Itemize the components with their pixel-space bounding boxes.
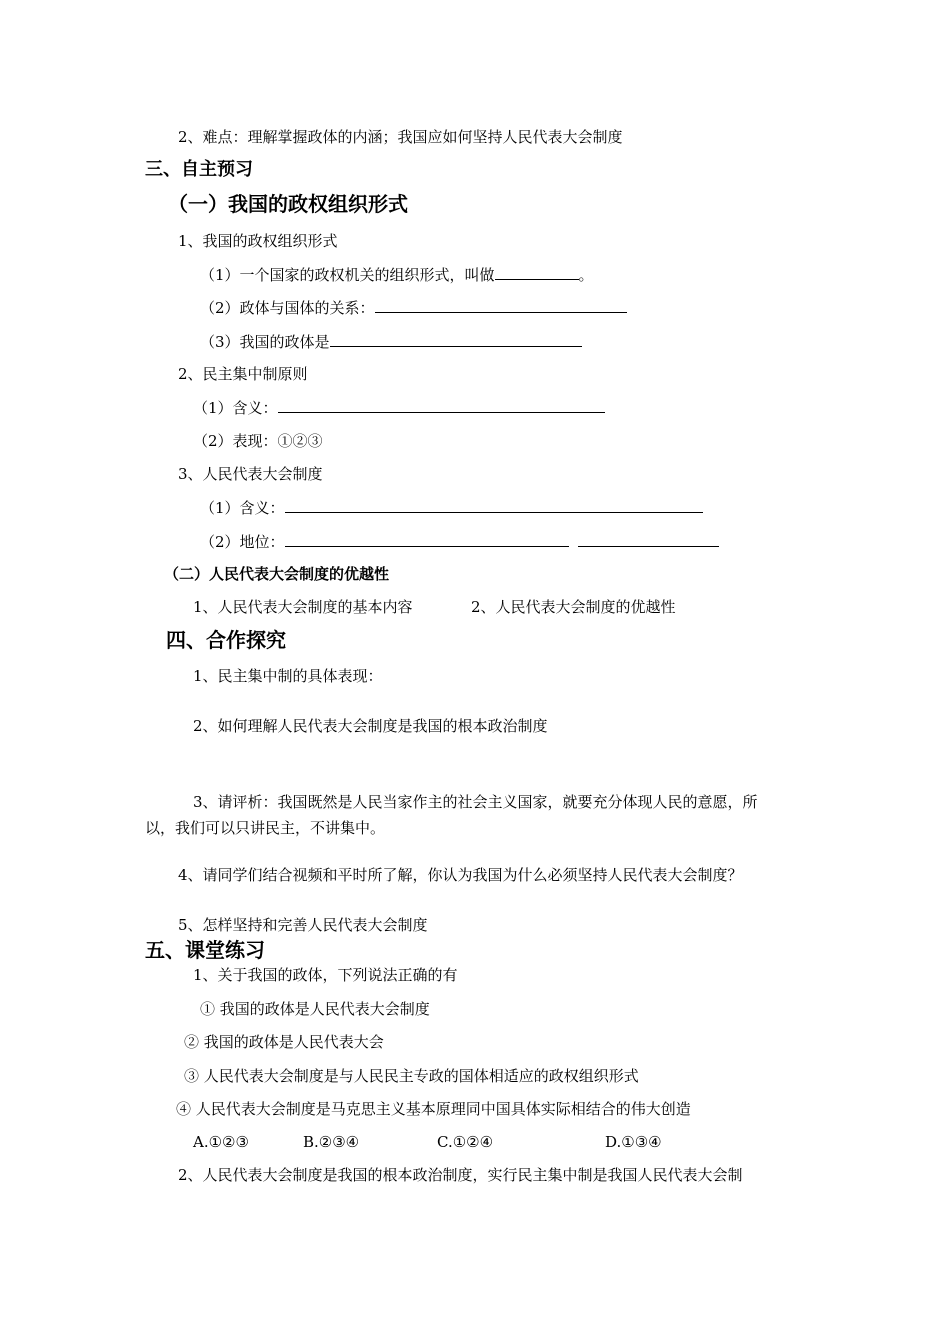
question-1-1 [200, 264, 594, 285]
question-2-1 [193, 397, 605, 418]
option-c: C.①②④ [437, 1133, 494, 1151]
question-3-2 [200, 531, 719, 552]
question-3-1-text: （1）含义： [200, 499, 285, 517]
section-4-title: 四、合作探究 [166, 628, 286, 652]
answer-blank[interactable] [375, 297, 627, 313]
item-1-title: 1、我国的政权组织形式 [178, 232, 338, 250]
question-1-1-text: （1）一个国家的政权机关的组织形式，叫做 [200, 266, 495, 284]
question-2-1-text: （1）含义： [193, 399, 278, 417]
section-3-title: 三、自主预习 [145, 159, 253, 180]
question-2-2: （2）表现：①②③ [193, 432, 323, 450]
explore-question-4: 4、请同学们结合视频和平时所了解，你认为我国为什么必须坚持人民代表大会制度？ [178, 866, 743, 884]
answer-blank[interactable] [578, 531, 719, 547]
difficulty-point: 2、难点：理解掌握政体的内涵；我国应如何坚持人民代表大会制度 [178, 128, 623, 146]
question-1-2 [200, 297, 627, 318]
question-1-3 [200, 331, 582, 352]
section-5-title: 五、课堂练习 [145, 938, 265, 962]
exercise-1-statement-2: ② 我国的政体是人民代表大会 [184, 1033, 384, 1051]
exercise-2-line-1: 2、人民代表大会制度是我国的根本政治制度，实行民主集中制是我国人民代表大会制 [178, 1166, 743, 1184]
explore-question-3-line-2: 以，我们可以只讲民主，不讲集中。 [145, 819, 386, 837]
question-1-1-end: 。 [578, 266, 594, 284]
exercise-1-stem: 1、关于我国的政体，下列说法正确的有 [193, 966, 458, 984]
explore-question-1: 1、民主集中制的具体表现： [193, 667, 383, 685]
advantage-item-2: 2、人民代表大会制度的优越性 [471, 598, 676, 616]
answer-blank[interactable] [285, 531, 569, 547]
advantage-item-1: 1、人民代表大会制度的基本内容 [193, 598, 413, 616]
explore-question-2: 2、如何理解人民代表大会制度是我国的根本政治制度 [193, 717, 548, 735]
answer-blank[interactable] [278, 397, 605, 413]
subsection-1-title: （一）我国的政权组织形式 [168, 192, 408, 216]
question-1-2-text: （2）政体与国体的关系： [200, 299, 375, 317]
exercise-1-statement-4: ④ 人民代表大会制度是马克思主义基本原理同中国具体实际相结合的伟大创造 [176, 1100, 691, 1118]
exercise-1-statement-1: ① 我国的政体是人民代表大会制度 [200, 1000, 430, 1018]
explore-question-3-line-1: 3、请评析：我国既然是人民当家作主的社会主义国家，就要充分体现人民的意愿，所 [193, 793, 758, 811]
explore-question-5: 5、怎样坚持和完善人民代表大会制度 [178, 916, 428, 934]
exercise-1-statement-3: ③ 人民代表大会制度是与人民民主专政的国体相适应的政权组织形式 [184, 1067, 639, 1085]
question-1-3-text: （3）我国的政体是 [200, 333, 330, 351]
option-b: B.②③④ [303, 1133, 360, 1151]
answer-blank[interactable] [495, 264, 579, 280]
item-2-title: 2、民主集中制原则 [178, 365, 308, 383]
subsection-2-title: （二）人民代表大会制度的优越性 [164, 565, 390, 583]
option-a: A.①②③ [193, 1133, 249, 1151]
item-3-title: 3、人民代表大会制度 [178, 465, 323, 483]
question-3-2-text: （2）地位： [200, 533, 285, 551]
option-d: D.①③④ [605, 1133, 662, 1151]
answer-blank[interactable] [330, 331, 582, 347]
question-3-1 [200, 497, 703, 518]
answer-blank[interactable] [285, 497, 703, 513]
